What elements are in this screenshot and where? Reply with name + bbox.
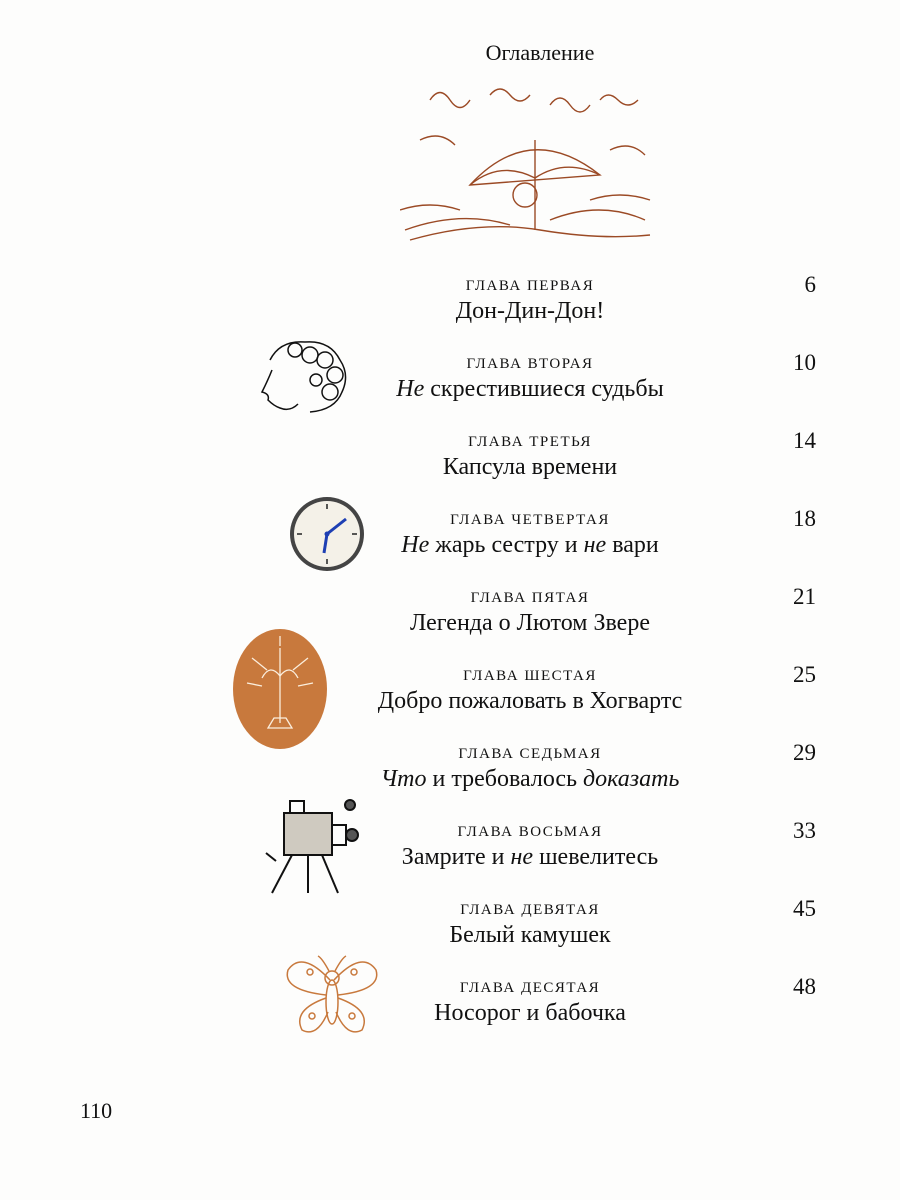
chapter-entry-5[interactable] xyxy=(330,588,730,638)
chapter-title: Легенда о Лютом Звере xyxy=(410,610,650,636)
chapter-label: ГЛАВА ДЕСЯТАЯ xyxy=(459,980,601,996)
chapter-title: Дон-Дин-Дон! xyxy=(455,298,605,324)
chapter-entry-10[interactable] xyxy=(330,978,730,1028)
page-number: 29 xyxy=(793,740,816,765)
chapter-label: ГЛАВА ШЕСТАЯ xyxy=(463,668,597,684)
chapter-title: Не скрестившиеся судьбы xyxy=(396,376,664,402)
chapter-label: ГЛАВА ВОСЬМАЯ xyxy=(457,824,603,840)
chapter-entry-3[interactable] xyxy=(330,432,730,482)
chapter-label: ГЛАВА ЧЕТВЕРТАЯ xyxy=(450,512,610,528)
chapter-title: Белый камушек xyxy=(449,922,611,948)
chapter-label: ГЛАВА ПЯТАЯ xyxy=(470,590,590,606)
chapter-title: Что и требовалось доказать xyxy=(380,766,680,792)
chapter-entry-1[interactable] xyxy=(330,276,730,326)
chapter-entry-9[interactable] xyxy=(330,900,730,950)
page-number: 10 xyxy=(793,350,816,375)
candle-medallion-illustration xyxy=(232,628,328,750)
chapter-label: ГЛАВА ПЕРВАЯ xyxy=(465,278,595,294)
chapter-label: ГЛАВА СЕДЬМАЯ xyxy=(458,746,602,762)
chapter-entry-2[interactable] xyxy=(330,354,730,404)
chapter-entry-8[interactable] xyxy=(330,822,730,872)
chapter-label: ГЛАВА ВТОРАЯ xyxy=(466,356,594,372)
chapter-title: Добро пожаловать в Хогвартс xyxy=(377,688,683,714)
chapter-title: Носорог и бабочка xyxy=(434,1000,626,1026)
page-number: 6 xyxy=(804,272,816,297)
folio-page-number: 110 xyxy=(80,1098,113,1123)
chapter-entry-4[interactable] xyxy=(330,510,730,560)
chapter-entry-6[interactable] xyxy=(330,666,730,716)
page-number: 33 xyxy=(793,818,816,843)
chapter-label: ГЛАВА ДЕВЯТАЯ xyxy=(460,902,600,918)
chapter-title: Замрите и не шевелитесь xyxy=(401,844,659,870)
umbrella-illustration xyxy=(400,80,660,260)
chapter-title: Не жарь сестру и не вари xyxy=(401,532,659,558)
page-number: 45 xyxy=(793,896,816,921)
chapter-entry-7[interactable] xyxy=(330,744,730,794)
page-number: 18 xyxy=(793,506,816,531)
chapter-title: Капсула времени xyxy=(442,454,618,480)
page-number: 48 xyxy=(793,974,816,999)
page-number: 25 xyxy=(793,662,816,687)
chapter-label: ГЛАВА ТРЕТЬЯ xyxy=(468,434,592,450)
page-number: 14 xyxy=(793,428,816,453)
page-number: 21 xyxy=(793,584,816,609)
page-title: Оглавление xyxy=(485,40,595,65)
